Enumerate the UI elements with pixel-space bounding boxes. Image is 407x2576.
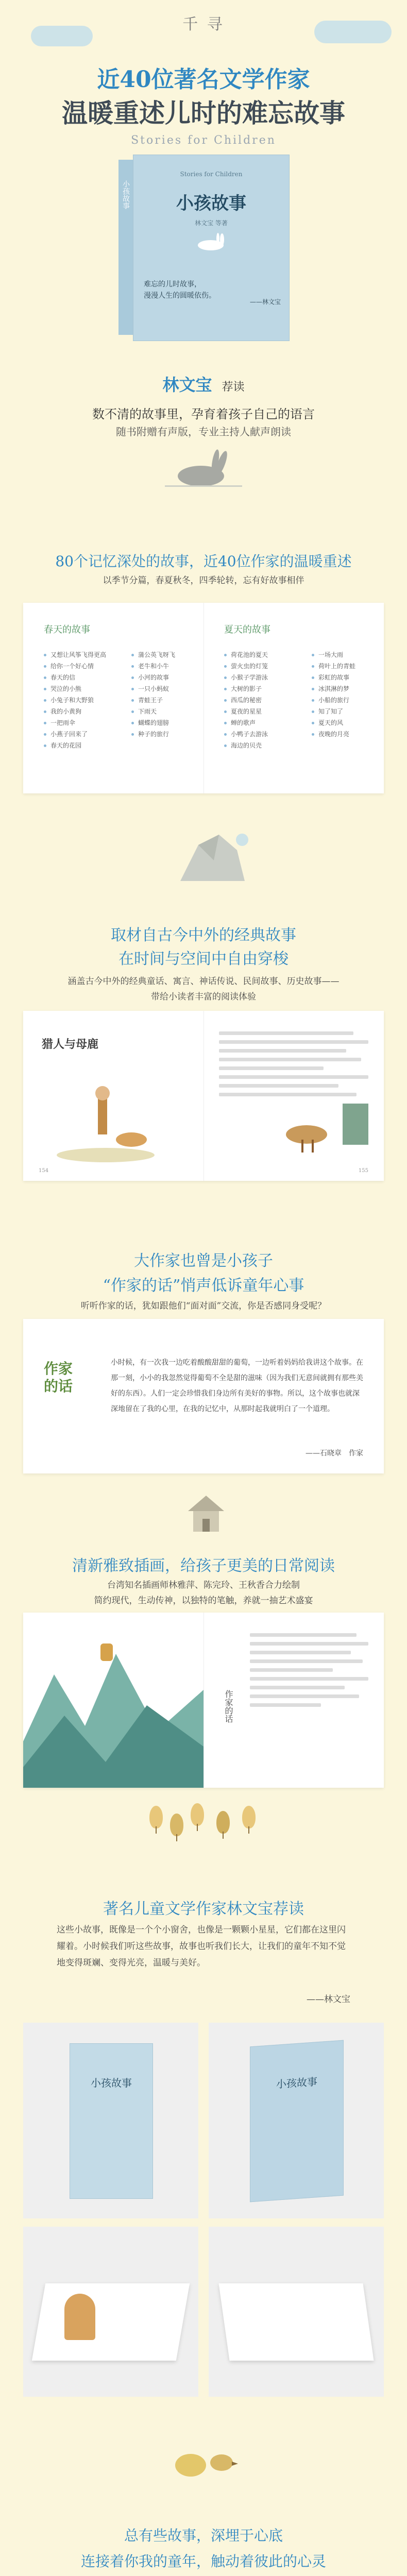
toc-item-label: 西瓜的秘密: [231, 697, 262, 704]
product-photo-open-2: [209, 2227, 384, 2397]
toc-item: [131, 649, 204, 660]
bullet-icon: [224, 688, 227, 690]
bullet-icon: [224, 722, 227, 724]
page-number-right: 155: [358, 1168, 368, 1174]
bullet-icon: [131, 710, 134, 713]
section5-sub1: 台湾知名插画师林雅萍、陈完玲、王秋香合力绘制: [107, 1580, 300, 1590]
bullet-icon: [312, 733, 314, 736]
tree-illustration: [149, 1806, 163, 1828]
section3-sub2: 带给小读者丰富的阅读体验: [151, 992, 256, 1002]
footer-line2: 连接着你我的童年，触动着彼此的心灵: [80, 2553, 326, 2570]
toc-item-label: 大树的影子: [231, 685, 262, 692]
toc-page-left: [23, 603, 204, 793]
toc-item-label: 又想让风筝飞得更高: [50, 651, 107, 658]
toc-item-label: 小兔子和大野狼: [50, 697, 94, 704]
toc-item-label: 荷叶上的青蛙: [318, 663, 356, 670]
bullet-icon: [131, 676, 134, 679]
section3-heading2: 在时间与空间中自由穿梭: [118, 950, 289, 968]
toc-item: [44, 717, 116, 728]
toc-item-label: 冰淇淋的梦: [318, 685, 350, 692]
tree-illustration: [191, 1803, 204, 1826]
bullet-icon: [44, 654, 46, 656]
toc-item: [224, 728, 296, 740]
bullet-icon: [224, 710, 227, 713]
story-title: 猎人与母鹿: [42, 1038, 99, 1051]
recommend-label: 荐读: [222, 381, 245, 394]
book-quote-by: ——林文宝: [249, 298, 281, 306]
toc-item: [312, 649, 384, 660]
product-photo-angle: [209, 2023, 384, 2218]
bullet-icon: [44, 733, 46, 736]
writer-note-author: ——石晓章 作家: [306, 1449, 363, 1458]
toc-item: [131, 694, 204, 706]
illustration-text-block: [250, 1633, 368, 1707]
toc-item-label: 春天的信: [50, 674, 76, 681]
section6-body: 这些小故事，既像是一个个小窗舍，也像是一颗颗小星星，它们都在这里闪耀着。小时候我们听这些故事，故事也听我们长大，让我们的童年不知不觉地变得斑斓、变得光亮，温暖与美好。: [57, 1925, 346, 1968]
section4-heading1: 大作家也曾是小孩子: [134, 1252, 273, 1270]
rock-illustration: [170, 829, 252, 888]
story-text-block: [219, 1031, 368, 1096]
section4-sub1: 听听作家的话，犹如跟他们“面对面”交流，你是否感同身受呢？: [80, 1301, 327, 1311]
story-page-left: [23, 1011, 204, 1181]
toc-item-label: 春天的花园: [50, 742, 82, 749]
toc-left-title: 春天的故事: [44, 624, 90, 635]
book-title: 小孩故事: [176, 193, 246, 214]
toc-item-label: 下雨天: [138, 708, 157, 715]
footer-line1: 总有些故事，深埋于心底: [124, 2527, 283, 2544]
illustration-page-right: [204, 1613, 384, 1788]
bullet-icon: [44, 688, 46, 690]
book-blurb: 难忘的儿时故事， 漫漫人生的圆暖依伤。: [144, 280, 216, 300]
toc-item-label: 小鸭子去游泳: [231, 731, 268, 738]
recommend-line1: 数不清的故事里，孕育着孩子自己的语言: [92, 407, 315, 421]
toc-item: [44, 706, 116, 717]
toc-item: [312, 717, 384, 728]
section5-sub2: 简约现代，生动传神，以独特的笔触，养就一抽艺术盛宴: [94, 1596, 313, 1606]
toc-left-list: [44, 649, 204, 751]
product-photo-open-1: [23, 2227, 198, 2397]
bullet-icon: [131, 699, 134, 702]
bullet-icon: [131, 654, 134, 656]
section6-heading: 著名儿童文学作家林文宝荐读: [103, 1900, 304, 1918]
toc-item-label: 种子的旅行: [138, 731, 169, 738]
section2-heading: 80个记忆深处的故事，近40位作家的温暖重述: [55, 553, 352, 570]
toc-item-label: 小船的旅行: [318, 697, 350, 704]
cloud-decoration: [314, 21, 392, 43]
toc-item: [224, 694, 296, 706]
toc-item-label: 知了知了: [318, 708, 344, 715]
bullet-icon: [312, 654, 314, 656]
book-top-text: Stories for Children: [180, 171, 243, 178]
toc-item: [312, 728, 384, 740]
toc-item-label: 萤火虫的灯笼: [231, 663, 268, 670]
toc-item: [131, 717, 204, 728]
toc-item: [44, 740, 116, 751]
page-number-left: 154: [39, 1168, 49, 1174]
toc-item-label: 彩虹的故事: [318, 674, 350, 681]
photo-book-title-2: 小孩故事: [276, 2075, 317, 2091]
illustration-page-title: 作家的话: [224, 1690, 233, 1723]
tree-illustration: [216, 1811, 230, 1834]
toc-item: [131, 706, 204, 717]
toc-item: [224, 706, 296, 717]
bullet-icon: [44, 744, 46, 747]
bullet-icon: [312, 688, 314, 690]
bullet-icon: [312, 699, 314, 702]
hero-title-line1: 近40位著名文学作家: [97, 66, 310, 93]
toc-item-label: 海边的贝壳: [231, 742, 262, 749]
bullet-icon: [131, 733, 134, 736]
toc-item: [224, 672, 296, 683]
bullet-icon: [224, 665, 227, 668]
bullet-icon: [312, 722, 314, 724]
toc-item-label: 荷花池的夏天: [231, 651, 268, 658]
book-spine-text: 小孩故事: [122, 180, 130, 209]
toc-item-label: 一把雨伞: [50, 719, 76, 726]
mountain-illustration: [23, 1613, 204, 1788]
bullet-icon: [312, 710, 314, 713]
bullet-icon: [224, 733, 227, 736]
toc-item: [131, 660, 204, 672]
toc-item: [224, 660, 296, 672]
bullet-icon: [312, 676, 314, 679]
toc-item-label: 夏天的风: [318, 719, 344, 726]
bird-illustration: [170, 2442, 242, 2485]
bullet-icon: [44, 699, 46, 702]
toc-right-list: [224, 649, 384, 751]
toc-item: [131, 728, 204, 740]
brand-logo: 千 寻: [182, 15, 225, 33]
book-spine: [118, 160, 133, 335]
toc-item-label: 小燕子回来了: [50, 731, 88, 738]
illustration-page-left: [23, 1613, 204, 1788]
bullet-icon: [44, 665, 46, 668]
house-illustration: [185, 1493, 227, 1536]
story-page-right: [204, 1011, 384, 1181]
toc-item-label: 小猴子学游泳: [231, 674, 268, 681]
tree-illustration: [242, 1806, 256, 1828]
section3-sub1: 涵盖古今中外的经典童话、寓言、神话传说、民间故事、历史故事——: [67, 976, 340, 987]
toc-item-label: 我的小黄狗: [50, 708, 82, 715]
toc-item: [312, 660, 384, 672]
toc-item: [312, 694, 384, 706]
rabbit-icon: [190, 232, 231, 255]
toc-spread: [23, 603, 384, 793]
toc-item-label: 青蛙王子: [138, 697, 163, 704]
toc-item-label: 夜晚的月亮: [318, 731, 350, 738]
recommend-line2: 随书附赠有声版，专业主持人献声朗读: [116, 426, 291, 438]
toc-item: [44, 694, 116, 706]
toc-item-label: 哭泣的小熊: [50, 685, 82, 692]
rabbit-icon: [165, 445, 242, 494]
hero-title-line2: 温暖重述儿时的难忘故事: [62, 98, 345, 128]
writer-note-label: 作家的话: [44, 1360, 73, 1395]
toc-item: [44, 649, 116, 660]
bullet-icon: [131, 665, 134, 668]
deer-illustration: [270, 1098, 374, 1155]
bullet-icon: [44, 710, 46, 713]
toc-item: [131, 672, 204, 683]
toc-item: [224, 649, 296, 660]
hero-subtitle: Stories for Children: [131, 134, 276, 147]
toc-item-label: 给你一个好心情: [50, 663, 94, 670]
toc-item-label: 蝉的歌声: [231, 719, 256, 726]
tree-illustration: [170, 1814, 183, 1836]
bullet-icon: [224, 654, 227, 656]
bullet-icon: [131, 688, 134, 690]
toc-item: [44, 660, 116, 672]
bullet-icon: [131, 722, 134, 724]
recommend-heading: [0, 372, 407, 396]
illustration-spread: [23, 1613, 384, 1788]
section5-heading: 清新雅致插画，给孩子更美的日常阅读: [72, 1557, 335, 1575]
product-photo-front: [23, 2023, 198, 2218]
photo-book-title: 小孩故事: [91, 2077, 132, 2089]
toc-item: [44, 728, 116, 740]
recommend-name: 林文宝: [162, 375, 212, 395]
toc-item-label: 夏夜的星星: [231, 708, 262, 715]
toc-item: [312, 672, 384, 683]
book-cover: [118, 155, 289, 340]
toc-item: [312, 683, 384, 694]
toc-item-label: 一只小蚂蚁: [138, 685, 169, 692]
toc-item-label: 蒲公英飞呀飞: [138, 651, 176, 658]
section2-sub: 以季节分篇，春夏秋冬，四季轮转，忘有好故事相伴: [103, 575, 304, 586]
toc-item-label: 老牛和小牛: [138, 663, 169, 670]
toc-item-label: 小河的故事: [138, 674, 169, 681]
bullet-icon: [44, 722, 46, 724]
bullet-icon: [224, 699, 227, 702]
section6-signature: ——林文宝: [307, 1994, 350, 2005]
bullet-icon: [44, 676, 46, 679]
cloud-decoration: [31, 26, 93, 46]
toc-item: [224, 740, 296, 751]
writer-note-card: [23, 1319, 384, 1473]
bullet-icon: [312, 665, 314, 668]
toc-item: [312, 706, 384, 717]
toc-item: [224, 717, 296, 728]
bullet-icon: [224, 676, 227, 679]
toc-page-right: [204, 603, 384, 793]
toc-item-label: 蝴蝶的翅膀: [138, 719, 169, 726]
section3-heading1: 取材自古今中外的经典故事: [111, 926, 296, 944]
section4-heading2: “作家的话”悄声低诉童年心事: [103, 1277, 304, 1295]
book-authors: 林文宝 等著: [195, 219, 228, 227]
toc-right-title: 夏天的故事: [224, 624, 270, 635]
toc-item: [44, 683, 116, 694]
toc-item: [131, 683, 204, 694]
story-illustration: [54, 1078, 157, 1165]
toc-item-label: 一场大雨: [318, 651, 344, 658]
toc-item: [224, 683, 296, 694]
toc-item: [44, 672, 116, 683]
writer-note-text: 小时候，有一次我一边吃着酸酸甜甜的葡萄，一边听着妈妈给我讲这个故事。在那一刻，小小的我忽然觉得葡萄不全是甜的滋味（因为我们无意间就拥有那些美好的东西）。人们一定会珍惜我们身边所有美好的事物。所以，这个故事也就深深地留在了我的心里，在我的记忆中，从那时起我就明白了一个道理。: [111, 1359, 363, 1413]
bullet-icon: [224, 744, 227, 747]
story-spread: [23, 1011, 384, 1181]
